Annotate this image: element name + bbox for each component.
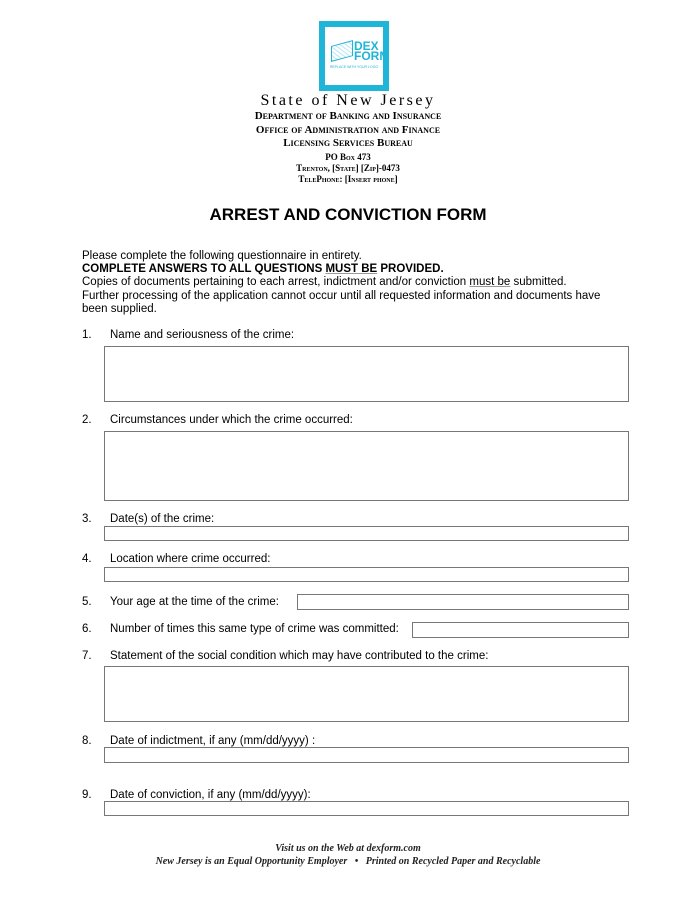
times-committed-field[interactable] (412, 622, 629, 638)
question-number: 9. (82, 789, 92, 801)
question-label: Location where crime occurred: (110, 553, 271, 565)
question-label: Your age at the time of the crime: (110, 596, 279, 608)
question-number: 5. (82, 596, 92, 608)
question-label: Number of times this same type of crime was committed: (110, 623, 399, 635)
logo-tagline: REPLACE WITH YOUR LOGO (329, 65, 379, 69)
footer-web: Visit us on the Web at dexform.com (275, 843, 421, 854)
circumstances-field[interactable] (104, 431, 629, 501)
question-label: Name and seriousness of the crime: (110, 329, 295, 341)
state-name: State of New Jersey (260, 92, 436, 109)
crime-name-field[interactable] (104, 346, 629, 402)
question-number: 4. (82, 553, 92, 565)
age-field[interactable] (297, 594, 629, 610)
form-title: ARREST AND CONVICTION FORM (209, 205, 487, 224)
po-box: PO Box 473 (325, 152, 371, 162)
question-label: Circumstances under which the crime occurred: (110, 414, 353, 426)
intro-line: Further processing of the application cannot occur until all requested information and documents have been supplied. (82, 289, 601, 315)
question-number: 1. (82, 329, 92, 341)
question-label: Statement of the social condition which may have contributed to the crime: (110, 650, 489, 662)
question-label: Date of indictment, if any (mm/dd/yyyy) : (110, 735, 316, 747)
question-label: Date(s) of the crime: (110, 513, 215, 525)
cube-icon (331, 40, 353, 62)
text: must be (469, 276, 511, 289)
logo (319, 21, 389, 91)
indictment-date-field[interactable] (104, 747, 629, 763)
text: MUST BE (325, 263, 378, 276)
intro-line: Please complete the following questionnaire in entirety. (82, 250, 362, 262)
question-label: Date of conviction, if any (mm/dd/yyyy): (110, 789, 311, 801)
location-field[interactable] (104, 567, 629, 582)
question-number: 8. (82, 735, 92, 747)
department: Department of Banking and Insurance (254, 110, 442, 122)
bureau: Licensing Services Bureau (283, 137, 413, 149)
conviction-date-field[interactable] (104, 801, 629, 816)
question-number: 3. (82, 513, 92, 525)
text: Copies of documents pertaining to each arrest, indictment and/or conviction (82, 276, 470, 289)
phone: TelePhone: [Insert phone] (298, 174, 398, 184)
crime-dates-field[interactable] (104, 526, 629, 541)
intro-bold-line (82, 263, 612, 276)
city: Trenton, [State] [Zip]-0473 (296, 163, 400, 173)
text: submitted. (510, 276, 567, 289)
footer-eoe: New Jersey is an Equal Opportunity Employer • Printed on Recycled Paper and Recyclable (155, 856, 541, 867)
question-number: 2. (82, 414, 92, 426)
instructions (82, 250, 612, 316)
intro-line (82, 276, 612, 289)
text: PROVIDED. (377, 263, 444, 276)
text: COMPLETE ANSWERS TO ALL QUESTIONS (82, 263, 326, 276)
social-condition-field[interactable] (104, 666, 629, 722)
question-number: 7. (82, 650, 92, 662)
logo-text-1: DEX (354, 39, 379, 53)
logo-text-2: FORM (354, 49, 390, 63)
question-number: 6. (82, 623, 92, 635)
office: Office of Administration and Finance (255, 124, 441, 136)
